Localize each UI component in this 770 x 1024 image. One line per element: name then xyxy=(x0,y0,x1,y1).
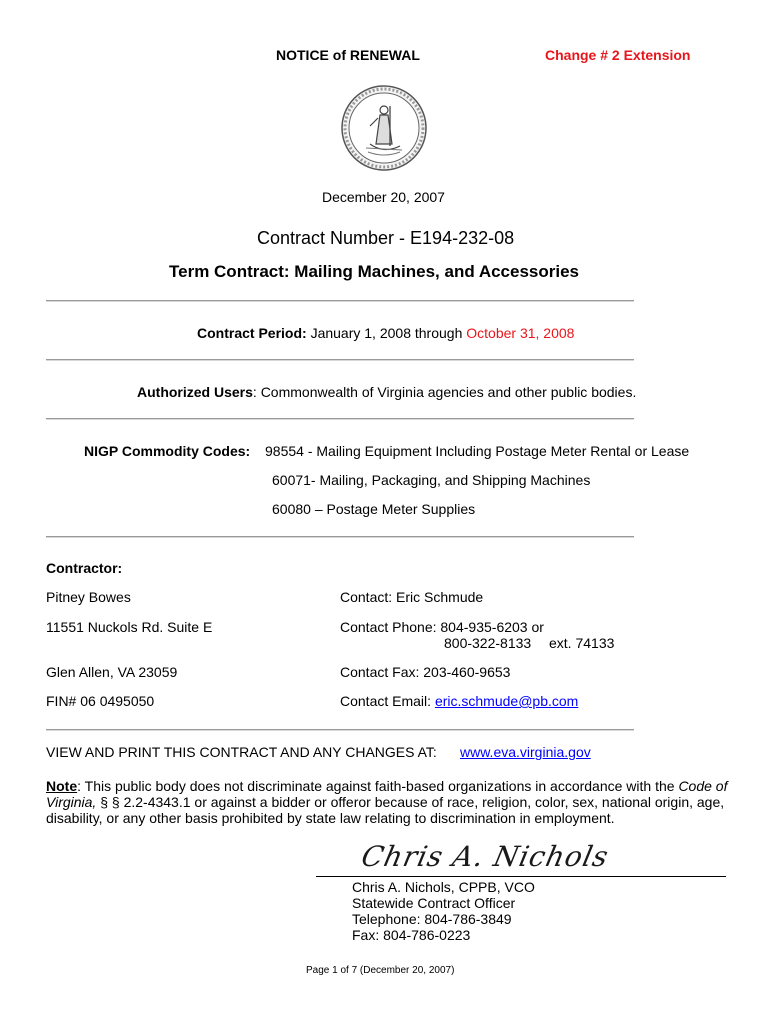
note-paragraph xyxy=(46,778,732,826)
view-print-text: VIEW AND PRINT THIS CONTRACT AND ANY CHANGES AT: xyxy=(46,744,437,760)
contact-fax: Contact Fax: 203-460-9653 xyxy=(340,664,511,680)
divider xyxy=(46,359,634,361)
signature-line xyxy=(316,876,726,877)
contract-number: Contract Number - E194-232-08 xyxy=(257,228,515,248)
authorized-users-value: : Commonwealth of Virginia agencies and other public bodies. xyxy=(252,384,637,400)
contact-email-label: Contact Email: xyxy=(340,693,435,709)
divider xyxy=(46,729,634,731)
eva-website-link[interactable]: www.eva.virginia.gov xyxy=(460,744,591,760)
note-label: Note xyxy=(46,778,78,794)
signatory-fax: Fax: 804-786-0223 xyxy=(352,927,471,943)
contact-phone: Contact Phone: 804-935-6203 or xyxy=(340,619,544,635)
contractor-city: Glen Allen, VA 23059 xyxy=(46,664,178,680)
contractor-name: Pitney Bowes xyxy=(46,589,131,605)
signatory-phone: Telephone: 804-786-3849 xyxy=(352,911,512,927)
authorized-users xyxy=(137,384,636,400)
change-label: Change # 2 Extension xyxy=(545,47,691,63)
contract-period-label: Contract Period: xyxy=(197,325,307,341)
nigp-label: NIGP Commodity Codes: xyxy=(84,443,251,459)
notice-title: NOTICE of RENEWAL xyxy=(276,47,420,63)
notice-date: December 20, 2007 xyxy=(322,189,445,205)
nigp-code: 60071- Mailing, Packaging, and Shipping Machines xyxy=(272,472,591,488)
virginia-state-seal-icon xyxy=(340,84,428,172)
nigp-code: 60080 – Postage Meter Supplies xyxy=(272,501,476,517)
divider xyxy=(46,536,634,538)
signatory-block xyxy=(352,879,535,943)
contact-phone-ext: ext. 74133 xyxy=(549,635,615,651)
contractor-address: 11551 Nuckols Rd. Suite E xyxy=(46,619,213,635)
note-text: : This public body does not discriminate against faith-based organizations in accordance with the xyxy=(77,778,679,794)
divider xyxy=(46,418,634,420)
signatory-name: Chris A. Nichols, CPPB, VCO xyxy=(352,879,535,895)
page-footer: Page 1 of 7 (December 20, 2007) xyxy=(306,965,455,976)
note-text-continued: § § 2.2-4343.1 or against a bidder or offeror because of race, religion, color, sex, national origin, age, disability, or any other basis prohibited by state law relating to discrimination in employment. xyxy=(46,794,725,826)
contract-period-start: January 1, 2008 through xyxy=(310,325,463,341)
contractor-fin: FIN# 06 0495050 xyxy=(46,693,155,709)
note-code-reference: Code of Virginia, xyxy=(46,778,728,810)
contact-email-link[interactable]: eric.schmude@pb.com xyxy=(434,693,579,709)
contract-period xyxy=(197,325,574,341)
handwritten-signature: Chris A. Nichols xyxy=(358,840,612,873)
divider xyxy=(46,300,634,302)
signatory-title: Statewide Contract Officer xyxy=(352,895,516,911)
contractor-heading: Contractor: xyxy=(46,560,123,576)
authorized-users-label: Authorized Users xyxy=(137,384,253,400)
contact-phone-alt: 800-322-8133 xyxy=(444,635,532,651)
term-contract-title: Term Contract: Mailing Machines, and Accessories xyxy=(169,262,580,281)
contract-period-end: October 31, 2008 xyxy=(466,325,575,341)
contact-name: Contact: Eric Schmude xyxy=(340,589,484,605)
contact-email xyxy=(340,693,578,709)
nigp-code: 98554 - Mailing Equipment Including Postage Meter Rental or Lease xyxy=(265,443,690,459)
